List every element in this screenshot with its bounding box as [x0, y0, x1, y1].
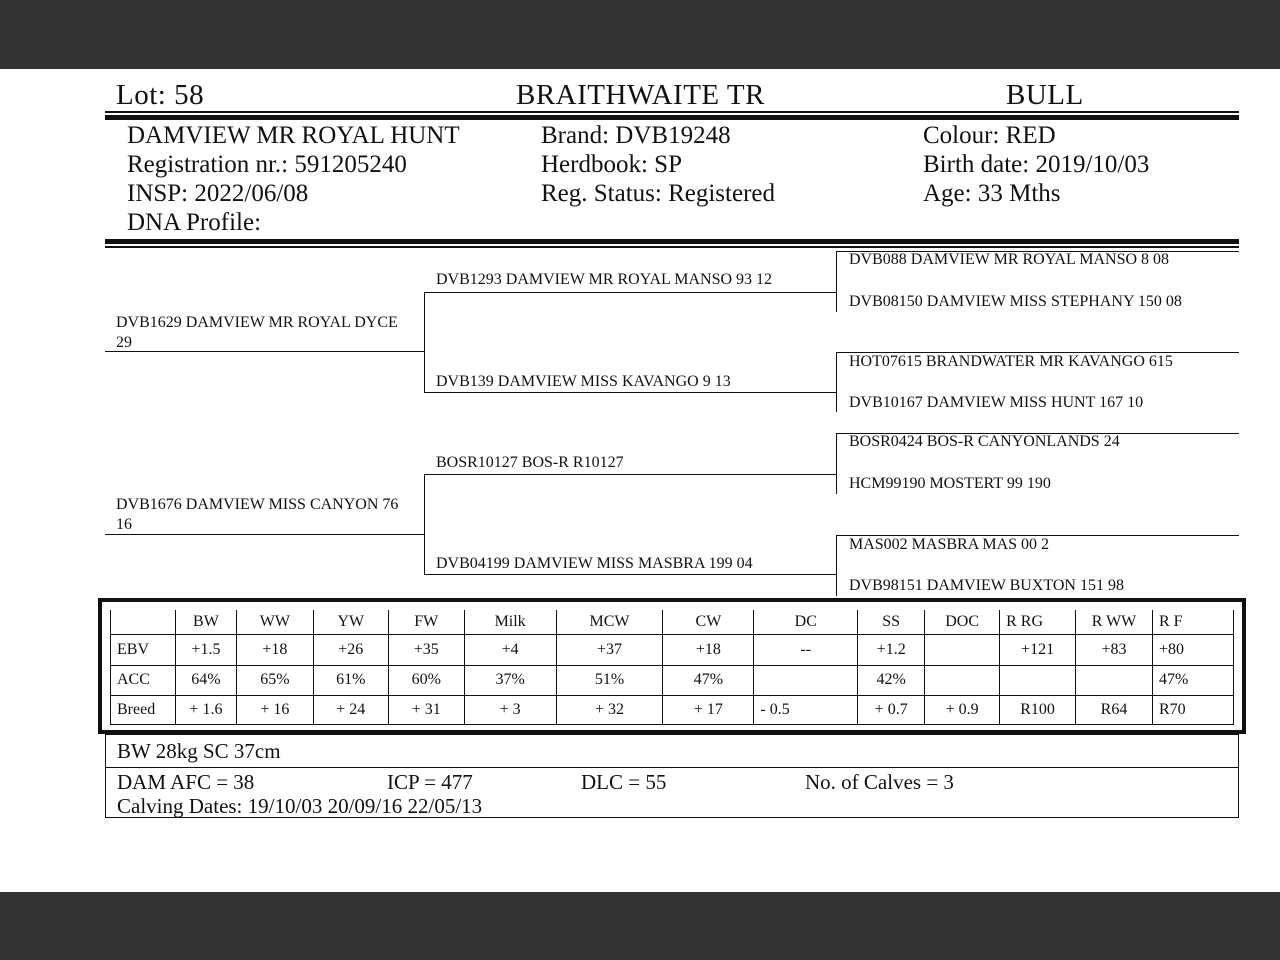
pedigree-line	[424, 474, 836, 475]
ebv-cell: 51%	[556, 665, 663, 695]
ebv-cell: 47%	[663, 665, 754, 695]
ebv-cell: 61%	[313, 665, 388, 695]
calving-dates: Calving Dates: 19/10/03 20/09/16 22/05/13	[117, 794, 483, 818]
calves-count: No. of Calves = 3	[805, 770, 954, 794]
weights-box	[105, 734, 1239, 768]
insp-date: INSP: 2022/06/08	[127, 180, 309, 207]
ebv-row-acc	[111, 665, 1234, 695]
ebv-cell: +26	[313, 634, 388, 665]
colour: Colour: RED	[923, 122, 1056, 149]
pedigree-gg-4: DVB10167 DAMVIEW MISS HUNT 167 10	[849, 394, 1144, 411]
ebv-table-frame	[98, 598, 1246, 734]
ebv-col-header: Milk	[464, 610, 556, 634]
ebv-cell: 64%	[175, 665, 236, 695]
reg-status: Reg. Status: Registered	[541, 180, 775, 207]
pedigree-dam-sire: BOSR10127 BOS-R R10127	[436, 454, 624, 471]
ebv-cell: R100	[1000, 695, 1076, 724]
weights-text: BW 28kg SC 37cm	[117, 739, 281, 763]
registration-number: Registration nr.: 591205240	[127, 151, 407, 178]
ebv-cell	[754, 665, 858, 695]
seller-name: BRAITHWAITE TR	[516, 79, 765, 111]
animal-name: DAMVIEW MR ROYAL HUNT	[127, 122, 460, 149]
ebv-col-header: FW	[388, 610, 464, 634]
ebv-cell: --	[754, 634, 858, 665]
birth-date: Birth date: 2019/10/03	[923, 151, 1150, 178]
ebv-row-breed	[111, 695, 1234, 724]
pedigree-gg-6: HCM99190 MOSTERT 99 190	[849, 475, 1051, 492]
pedigree-line	[424, 392, 836, 393]
ebv-col-header: DC	[754, 610, 858, 634]
sex-label: BULL	[1006, 79, 1084, 111]
icp-value: ICP = 477	[387, 770, 473, 794]
ebv-col-header: R WW	[1076, 610, 1153, 634]
pedigree-sire-sire: DVB1293 DAMVIEW MR ROYAL MANSO 93 12	[436, 271, 773, 288]
ebv-cell: + 0.7	[858, 695, 925, 724]
pedigree-gg-3: HOT07615 BRANDWATER MR KAVANGO 615	[849, 353, 1173, 370]
ebv-row-label: ACC	[111, 665, 176, 695]
ebv-col-header: BW	[175, 610, 236, 634]
age: Age: 33 Mths	[923, 180, 1061, 207]
ebv-cell: 42%	[858, 665, 925, 695]
ebv-col-header: MCW	[556, 610, 663, 634]
ebv-cell: +18	[236, 634, 313, 665]
ebv-cell: R70	[1152, 695, 1233, 724]
ebv-col-header: DOC	[925, 610, 1000, 634]
ebv-col-header: R RG	[1000, 610, 1076, 634]
top-dark-bar	[0, 0, 1280, 69]
dlc-value: DLC = 55	[581, 770, 667, 794]
info-rule-thick	[105, 239, 1239, 244]
ebv-col-header: CW	[663, 610, 754, 634]
ebv-cell: - 0.5	[754, 695, 858, 724]
pedigree-sire: DVB1629 DAMVIEW MR ROYAL DYCE 29	[116, 314, 398, 351]
pedigree-dam-dam: DVB04199 DAMVIEW MISS MASBRA 199 04	[436, 555, 753, 572]
ebv-corner-cell	[111, 610, 176, 634]
dam-box	[105, 767, 1239, 818]
pedigree-gg-2: DVB08150 DAMVIEW MISS STEPHANY 150 08	[849, 293, 1182, 310]
ebv-cell: + 31	[388, 695, 464, 724]
ebv-cell: + 3	[464, 695, 556, 724]
lot-label: Lot: 58	[116, 79, 205, 111]
ebv-cell: R64	[1076, 695, 1153, 724]
dam-afc: DAM AFC = 38	[117, 770, 255, 794]
pedigree-dam: DVB1676 DAMVIEW MISS CANYON 76 16	[116, 496, 399, 533]
ebv-col-header: WW	[236, 610, 313, 634]
ebv-cell: 37%	[464, 665, 556, 695]
pedigree-line	[424, 292, 836, 293]
ebv-row-label: Breed	[111, 695, 176, 724]
ebv-cell: 60%	[388, 665, 464, 695]
ebv-cell: + 16	[236, 695, 313, 724]
ebv-cell: + 24	[313, 695, 388, 724]
ebv-cell: +80	[1152, 634, 1233, 665]
ebv-cell: +1.2	[858, 634, 925, 665]
ebv-table	[110, 610, 1234, 725]
ebv-row-label: EBV	[111, 634, 176, 665]
ebv-col-header: R F	[1152, 610, 1233, 634]
ebv-row-ebv	[111, 634, 1234, 665]
pedigree-line	[836, 251, 837, 312]
ebv-cell: +37	[556, 634, 663, 665]
pedigree-gg-1: DVB088 DAMVIEW MR ROYAL MANSO 8 08	[849, 251, 1170, 268]
pedigree-gg-7: MAS002 MASBRA MAS 00 2	[849, 536, 1050, 553]
ebv-cell	[1000, 665, 1076, 695]
ebv-cell	[1076, 665, 1153, 695]
dna-profile: DNA Profile:	[127, 209, 262, 236]
ebv-cell: +83	[1076, 634, 1153, 665]
pedigree-line	[424, 292, 425, 393]
info-rule-thin	[105, 246, 1239, 248]
ebv-cell: 65%	[236, 665, 313, 695]
pedigree-line	[424, 474, 425, 575]
ebv-cell: +35	[388, 634, 464, 665]
pedigree-line	[836, 433, 837, 494]
header-rule-thin	[105, 111, 1239, 113]
ebv-header-row	[111, 610, 1234, 634]
ebv-col-header: YW	[313, 610, 388, 634]
pedigree-sire-dam: DVB139 DAMVIEW MISS KAVANGO 9 13	[436, 373, 731, 390]
pedigree-line	[836, 535, 837, 596]
pedigree-gg-8: DVB98151 DAMVIEW BUXTON 151 98	[849, 577, 1124, 594]
ebv-cell	[925, 665, 1000, 695]
bottom-dark-bar	[0, 892, 1280, 960]
ebv-cell: +4	[464, 634, 556, 665]
ebv-cell: + 1.6	[175, 695, 236, 724]
pedigree-line	[836, 352, 837, 412]
ebv-cell: + 17	[663, 695, 754, 724]
ebv-cell: +18	[663, 634, 754, 665]
pedigree-gg-5: BOSR0424 BOS-R CANYONLANDS 24	[849, 433, 1120, 450]
ebv-cell: +121	[1000, 634, 1076, 665]
ebv-cell: 47%	[1152, 665, 1233, 695]
herdbook: Herdbook: SP	[541, 151, 682, 178]
ebv-cell: +1.5	[175, 634, 236, 665]
header-rule-thick	[105, 115, 1239, 120]
ebv-cell: + 32	[556, 695, 663, 724]
ebv-cell	[925, 634, 1000, 665]
ebv-col-header: SS	[858, 610, 925, 634]
brand: Brand: DVB19248	[541, 122, 731, 149]
pedigree-line	[424, 574, 836, 575]
ebv-cell: + 0.9	[925, 695, 1000, 724]
